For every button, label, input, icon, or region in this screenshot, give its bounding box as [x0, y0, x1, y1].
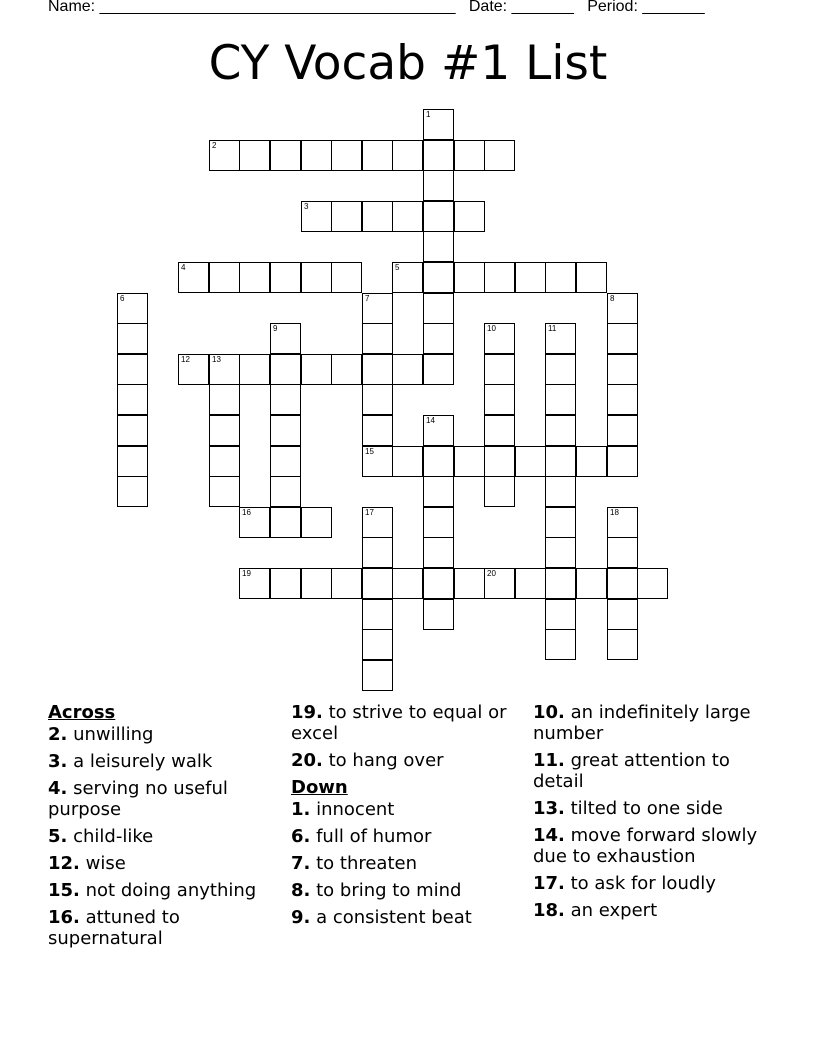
down-clue: [291, 907, 523, 928]
grid-cell[interactable]: [301, 568, 332, 599]
grid-cell[interactable]: [362, 537, 393, 568]
down-clue: [291, 799, 523, 820]
grid-cell[interactable]: [362, 323, 393, 354]
cell-number: 6: [120, 294, 125, 303]
clue-text: an indefinitely large number: [533, 702, 751, 744]
cell-number: 16: [242, 508, 251, 517]
clue-number: 20.: [291, 750, 323, 771]
grid-cell[interactable]: [117, 415, 148, 446]
grid-cell[interactable]: [270, 384, 301, 415]
grid-cell[interactable]: [576, 262, 607, 293]
across-clue: [48, 778, 280, 820]
cell-number: 7: [365, 294, 370, 303]
cell-number: 9: [273, 324, 278, 333]
grid-cell[interactable]: [117, 293, 148, 324]
cell-number: 19: [242, 569, 251, 578]
grid-cell[interactable]: [117, 446, 148, 477]
grid-cell[interactable]: [545, 446, 576, 477]
grid-cell[interactable]: [239, 354, 270, 385]
clue-text: an expert: [564, 900, 658, 921]
grid-cell[interactable]: [423, 354, 454, 385]
grid-cell[interactable]: [423, 568, 454, 599]
grid-cell[interactable]: [362, 140, 393, 171]
grid-cell[interactable]: [331, 262, 362, 293]
grid-cell[interactable]: [545, 476, 576, 507]
grid-cell[interactable]: [423, 201, 454, 232]
across-clue: [48, 826, 280, 847]
grid-cell[interactable]: [576, 446, 607, 477]
grid-cell[interactable]: [362, 354, 393, 385]
grid-cell[interactable]: [484, 384, 515, 415]
grid-cell[interactable]: [362, 201, 393, 232]
clue-text: wise: [79, 853, 126, 874]
grid-cell[interactable]: [484, 446, 515, 477]
grid-cell[interactable]: [178, 262, 209, 293]
grid-cell[interactable]: [301, 262, 332, 293]
grid-cell[interactable]: [239, 140, 270, 171]
grid-cell[interactable]: [392, 568, 423, 599]
across-clue: [48, 880, 280, 901]
grid-cell[interactable]: [209, 354, 240, 385]
clue-number: 15.: [48, 880, 80, 901]
date-blank: _______: [511, 0, 574, 15]
grid-cell[interactable]: [209, 446, 240, 477]
clue-number: 4.: [48, 778, 68, 799]
grid-cell[interactable]: [301, 140, 332, 171]
clue-text: move forward slowly due to exhaustion: [533, 825, 758, 867]
across-clue: [48, 853, 280, 874]
grid-cell[interactable]: [607, 415, 638, 446]
clue-text: to bring to mind: [310, 880, 462, 901]
grid-cell[interactable]: [423, 231, 454, 262]
grid-cell[interactable]: [117, 476, 148, 507]
clue-text: innocent: [310, 799, 395, 820]
grid-cell[interactable]: [270, 568, 301, 599]
grid-cell[interactable]: [545, 599, 576, 630]
clue-text: to hang over: [322, 750, 444, 771]
grid-cell[interactable]: [484, 568, 515, 599]
across-heading: Across: [48, 702, 116, 723]
clue-text: to ask for loudly: [564, 873, 716, 894]
clue-number: 8.: [291, 880, 311, 901]
grid-cell[interactable]: [392, 262, 423, 293]
cell-number: 8: [610, 294, 615, 303]
cell-number: 17: [365, 508, 374, 517]
clue-text: child-like: [67, 826, 154, 847]
cell-number: 18: [610, 508, 619, 517]
grid-cell[interactable]: [392, 201, 423, 232]
grid-cell[interactable]: [362, 629, 393, 660]
grid-cell[interactable]: [423, 109, 454, 140]
grid-cell[interactable]: [454, 201, 485, 232]
grid-cell[interactable]: [423, 446, 454, 477]
clue-text: serving no useful purpose: [48, 778, 228, 820]
clue-number: 6.: [291, 826, 311, 847]
clue-text: a consistent beat: [310, 907, 472, 928]
grid-cell[interactable]: [270, 323, 301, 354]
grid-cell[interactable]: [392, 354, 423, 385]
down-heading: Down: [291, 777, 348, 798]
grid-cell[interactable]: [423, 262, 454, 293]
grid-cell[interactable]: [607, 507, 638, 538]
cell-number: 13: [212, 355, 221, 364]
cell-number: 2: [212, 141, 217, 150]
grid-cell[interactable]: [362, 293, 393, 324]
grid-cell[interactable]: [331, 568, 362, 599]
down-clue: [533, 825, 765, 867]
clue-text: to threaten: [310, 853, 418, 874]
down-clue: [291, 826, 523, 847]
period-label: Period:: [587, 0, 638, 15]
grid-cell[interactable]: [454, 568, 485, 599]
down-clue: [291, 880, 523, 901]
grid-cell[interactable]: [270, 507, 301, 538]
grid-cell[interactable]: [484, 140, 515, 171]
across-clue: [48, 751, 280, 772]
grid-cell[interactable]: [484, 476, 515, 507]
across-clue: [48, 724, 280, 745]
grid-cell[interactable]: [607, 568, 638, 599]
clue-number: 14.: [533, 825, 565, 846]
date-label: Date:: [468, 0, 508, 15]
clue-number: 17.: [533, 873, 565, 894]
grid-cell[interactable]: [484, 262, 515, 293]
down-clue: [533, 900, 765, 921]
clue-text: unwilling: [67, 724, 154, 745]
grid-cell[interactable]: [484, 323, 515, 354]
grid-cell[interactable]: [392, 446, 423, 477]
grid-cell[interactable]: [607, 323, 638, 354]
grid-cell[interactable]: [239, 262, 270, 293]
grid-cell[interactable]: [209, 262, 240, 293]
grid-cell[interactable]: [607, 354, 638, 385]
clue-text: a leisurely walk: [67, 751, 213, 772]
grid-cell[interactable]: [117, 323, 148, 354]
grid-cell[interactable]: [423, 170, 454, 201]
down-clue: [291, 853, 523, 874]
grid-cell[interactable]: [545, 629, 576, 660]
grid-cell[interactable]: [423, 537, 454, 568]
grid-cell[interactable]: [331, 354, 362, 385]
grid-cell[interactable]: [607, 446, 638, 477]
grid-cell[interactable]: [454, 446, 485, 477]
grid-cell[interactable]: [301, 201, 332, 232]
down-clue: [533, 873, 765, 894]
grid-cell[interactable]: [362, 384, 393, 415]
grid-cell[interactable]: [392, 140, 423, 171]
grid-cell[interactable]: [423, 323, 454, 354]
cell-number: 11: [548, 324, 557, 333]
down-clue: [533, 702, 765, 744]
grid-cell[interactable]: [545, 384, 576, 415]
grid-cell[interactable]: [270, 415, 301, 446]
period-blank: _______: [642, 0, 705, 15]
clue-number: 11.: [533, 750, 565, 771]
grid-cell[interactable]: [423, 476, 454, 507]
clue-number: 12.: [48, 853, 80, 874]
grid-cell[interactable]: [362, 660, 393, 691]
clue-number: 16.: [48, 907, 80, 928]
grid-cell[interactable]: [301, 507, 332, 538]
grid-cell[interactable]: [454, 262, 485, 293]
grid-cell[interactable]: [270, 140, 301, 171]
grid-cell[interactable]: [270, 354, 301, 385]
clue-text: tilted to one side: [564, 798, 723, 819]
across-clue: [48, 907, 280, 949]
grid-cell[interactable]: [239, 568, 270, 599]
clue-column-3: [533, 702, 765, 927]
cell-number: 14: [426, 416, 435, 425]
grid-cell[interactable]: [362, 568, 393, 599]
grid-cell[interactable]: [515, 446, 546, 477]
grid-cell[interactable]: [117, 354, 148, 385]
grid-cell[interactable]: [545, 354, 576, 385]
clue-column-1: [48, 702, 280, 955]
cell-number: 4: [181, 263, 186, 272]
clue-text: to strive to equal or excel: [291, 702, 507, 744]
grid-cell[interactable]: [270, 476, 301, 507]
grid-cell[interactable]: [484, 415, 515, 446]
grid-cell[interactable]: [209, 476, 240, 507]
grid-cell[interactable]: [454, 140, 485, 171]
grid-cell[interactable]: [362, 507, 393, 538]
grid-cell[interactable]: [515, 262, 546, 293]
grid-cell[interactable]: [331, 201, 362, 232]
grid-cell[interactable]: [362, 415, 393, 446]
clue-number: 10.: [533, 702, 565, 723]
grid-cell[interactable]: [209, 384, 240, 415]
grid-cell[interactable]: [362, 599, 393, 630]
grid-cell[interactable]: [423, 507, 454, 538]
cell-number: 1: [426, 110, 431, 119]
clue-text: great attention to detail: [533, 750, 730, 792]
page-title: CY Vocab #1 List: [208, 36, 608, 91]
grid-cell[interactable]: [545, 507, 576, 538]
clue-text: attuned to supernatural: [48, 907, 180, 949]
cell-number: 3: [304, 202, 309, 211]
grid-cell[interactable]: [607, 293, 638, 324]
grid-cell[interactable]: [270, 262, 301, 293]
clue-number: 3.: [48, 751, 68, 772]
grid-cell[interactable]: [423, 599, 454, 630]
grid-cell[interactable]: [423, 415, 454, 446]
grid-cell[interactable]: [637, 568, 668, 599]
grid-cell[interactable]: [607, 384, 638, 415]
grid-cell[interactable]: [545, 568, 576, 599]
grid-cell[interactable]: [178, 354, 209, 385]
clue-number: 1.: [291, 799, 311, 820]
grid-cell[interactable]: [545, 323, 576, 354]
grid-cell[interactable]: [484, 354, 515, 385]
clue-number: 5.: [48, 826, 68, 847]
cell-number: 20: [487, 569, 496, 578]
cell-number: 15: [365, 447, 374, 456]
across-clue: [291, 750, 523, 771]
grid-cell[interactable]: [545, 415, 576, 446]
clue-number: 18.: [533, 900, 565, 921]
grid-cell[interactable]: [607, 599, 638, 630]
clue-number: 19.: [291, 702, 323, 723]
grid-cell[interactable]: [576, 568, 607, 599]
grid-cell[interactable]: [301, 354, 332, 385]
grid-cell[interactable]: [545, 262, 576, 293]
grid-cell[interactable]: [117, 384, 148, 415]
clue-number: 9.: [291, 907, 311, 928]
grid-cell[interactable]: [545, 537, 576, 568]
grid-cell[interactable]: [362, 446, 393, 477]
grid-cell[interactable]: [515, 568, 546, 599]
clue-number: 13.: [533, 798, 565, 819]
clue-text: not doing anything: [79, 880, 257, 901]
grid-cell[interactable]: [423, 293, 454, 324]
name-blank: ________________________________________: [99, 0, 456, 15]
name-label: Name:: [48, 0, 96, 15]
clue-number: 2.: [48, 724, 68, 745]
grid-cell[interactable]: [423, 140, 454, 171]
grid-cell[interactable]: [209, 415, 240, 446]
down-clue: [533, 750, 765, 792]
clue-number: 7.: [291, 853, 311, 874]
cell-number: 12: [181, 355, 190, 364]
grid-cell[interactable]: [331, 140, 362, 171]
cell-number: 10: [487, 324, 496, 333]
grid-cell[interactable]: [270, 446, 301, 477]
down-clue: [533, 798, 765, 819]
grid-cell[interactable]: [607, 537, 638, 568]
grid-cell[interactable]: [607, 629, 638, 660]
clue-columns: [48, 702, 768, 1002]
clue-text: full of humor: [310, 826, 432, 847]
clue-column-2: [291, 702, 523, 934]
grid-cell[interactable]: [209, 140, 240, 171]
across-clue: [291, 702, 523, 744]
cell-number: 5: [395, 263, 400, 272]
grid-cell[interactable]: [239, 507, 270, 538]
